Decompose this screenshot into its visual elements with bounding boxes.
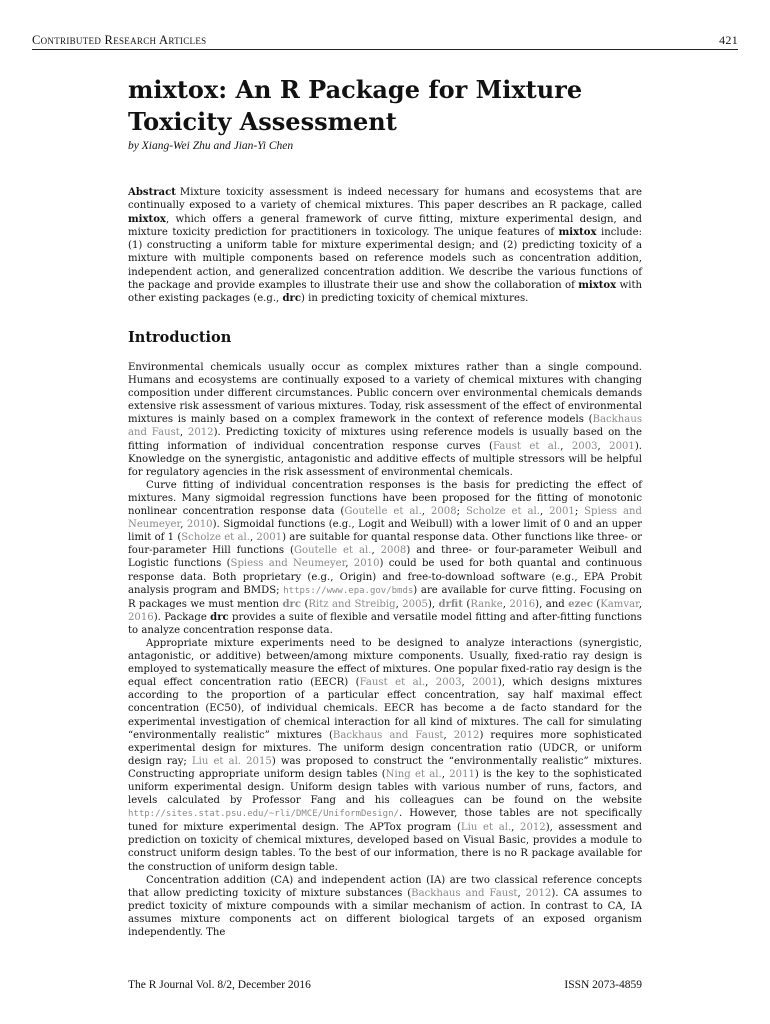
citation-link[interactable]: Spiess and Neumeyer <box>230 558 346 570</box>
abstract-label: Abstract <box>128 187 176 198</box>
citation-link[interactable]: 2005 <box>402 598 428 610</box>
page-number: 421 <box>719 33 738 47</box>
page-footer <box>128 979 642 995</box>
abstract-text: include: (1) constructing a uniform table for mixture experimental design; and (2) predicting toxicity of a mixture with multiple components based on reference models such as concentration addition, independent action, and generalized concentration addition. We describe the various functions of the package and provide examples to illustrate their use and show the collaboration of <box>128 226 642 292</box>
citation-link[interactable]: 2010 <box>186 519 213 531</box>
citation-link[interactable]: Ranke <box>470 598 503 610</box>
citation-link[interactable]: Ritz and Streibig <box>308 598 396 610</box>
citation-link[interactable]: Scholze et al. <box>465 506 540 518</box>
article-title: mixtox: An R Package for Mixture Toxicity Assessment <box>128 75 583 136</box>
package-name: mixtox <box>558 226 597 238</box>
citation-link[interactable]: 2003 <box>435 677 462 689</box>
citation-link[interactable]: Scholze et al. <box>181 532 250 544</box>
citation-link[interactable]: 2012 <box>187 427 214 439</box>
package-link[interactable]: drfit <box>438 598 463 610</box>
introduction-body <box>128 361 642 939</box>
citation-link[interactable]: 2016 <box>509 598 536 610</box>
abstract-text: Mixture toxicity assessment is indeed necessary for humans and ecosystems that are continually exposed to a variety of chemical mixtures. This paper describes an R package, called <box>128 187 642 212</box>
journal-info: The R Journal Vol. 8/2, December 2016 <box>128 979 311 991</box>
citation-link[interactable]: Faust et al. <box>492 440 561 452</box>
paragraph-3: Appropriate mixture experiments need to be designed to analyze interactions (synergistic, antagonistic, or additive) between/among mixture components. Usually, fixed-ratio ray design is employed to systematically measure the effect of mixtures. One popular fixed-ratio ray design is the equal effect concentration ratio (EECR) (Faust et al., 2003, 2001), which designs mixtures according to the proportion of a particular effect concentration, say half maximal effect concentration (EC50), of individual chemicals. EECR has become a de facto standard for the experimental investigation of chemical interaction for all kind of mixtures. The call for simulating “environmentally realistic” mixtures (Backhaus and Faust, 2012) requires more sophisticated experimental design for mixtures. The uniform design concentration ratio (UDCR, or uniform design ray; Liu et al. 2015) was proposed to construct the “environmentally realistic” mixtures. Constructing appropriate uniform design tables (Ning et al., 2011) is the key to the sophisticated uniform experimental design. Uniform design tables with various number of runs, factors, and levels calculated by Professor Fang and his colleagues can be found on the website http://sites.stat.psu.edu/~rli/DMCE/UniformDesign/. However, those tables are not specifically tuned for mixture experimental design. The APTox program (Liu et al., 2012), assessment and prediction on toxicity of chemical mixtures, developed based on Visual Basic, provides a module to construct uniform design tables. To the best of our information, there is no R package available for the construction of uniform design table. <box>128 637 643 873</box>
citation-link[interactable]: 2001 <box>256 532 283 544</box>
citation-link[interactable]: 2012 <box>525 887 552 899</box>
issn: ISSN 2073-4859 <box>564 979 642 991</box>
citation-link[interactable]: 2001 <box>609 440 635 452</box>
package-link[interactable]: ezec <box>568 598 593 610</box>
citation-link[interactable]: 2003 <box>571 440 598 452</box>
citation-link[interactable]: Spiess and Neumeyer <box>128 506 642 531</box>
citation-link[interactable]: 2011 <box>449 768 475 780</box>
citation-link[interactable]: Backhaus and Faust <box>411 887 518 899</box>
citation-link[interactable]: Backhaus and Faust <box>128 414 642 439</box>
paragraph-2: Curve fitting of individual concentration responses is the basis for predicting the effect of mixtures. Many sigmoidal regression functions have been proposed for the fitting of monotonic nonlinear concentration response data (Goutelle et al., 2008; Scholze et al., 2001; Spiess and Neumeyer, 2010). Sigmoidal functions (e.g., Logit and Weibull) with a lower limit of 0 and an upper limit of 1 (Scholze et al., 2001) are suitable for quantal response data. Other functions like three- or four-parameter Hill functions (Goutelle et al., 2008) and three- or four-parameter Weibull and Logistic functions (Spiess and Neumeyer, 2010) could be used for both quantal and continuous response data. Both proprietary (e.g., Origin) and free-to-download software (e.g., EPA Probit analysis program and BMDS; https://www.epa.gov/bmds) are available for curve fitting. Focusing on R packages we must mention drc (Ritz and Streibig, 2005), drfit (Ranke, 2016), and ezec (Kamvar, 2016). Package drc provides a suite of flexible and versatile model fitting and after-fitting functions to analyze concentration response data. <box>128 479 643 636</box>
citation-link[interactable]: 2001 <box>472 677 498 689</box>
citation-link[interactable]: 2010 <box>353 558 380 570</box>
citation-link[interactable]: Ning et al. <box>385 768 442 780</box>
citation-link[interactable]: Liu et al. <box>191 755 242 767</box>
url-link[interactable]: https://www.epa.gov/bmds <box>283 585 414 596</box>
citation-link[interactable]: Goutelle et al. <box>344 506 422 518</box>
package-link[interactable]: drc <box>282 598 302 610</box>
section-heading-introduction: Introduction <box>128 329 232 346</box>
citation-link[interactable]: Faust et al. <box>359 677 426 689</box>
citation-link[interactable]: 2012 <box>520 822 546 834</box>
section-label: Contributed Research Articles <box>32 33 207 47</box>
abstract-text: ) in predicting toxicity of chemical mixtures. <box>301 293 529 305</box>
abstract-text: , which offers a general framework of curve fitting, mixture experimental design, and mixture toxicity prediction for practitioners in toxicology. The unique features of <box>128 213 642 238</box>
citation-link[interactable]: 2008 <box>430 506 457 518</box>
citation-link[interactable]: 2016 <box>128 611 154 623</box>
package-name: mixtox <box>578 280 617 292</box>
citation-link[interactable]: 2012 <box>453 729 480 741</box>
citation-link[interactable]: 2001 <box>549 506 575 518</box>
package-name: drc <box>210 611 229 623</box>
citation-link[interactable]: Liu et al. <box>460 822 512 834</box>
running-head <box>32 33 738 49</box>
package-name: drc <box>282 293 301 305</box>
url-link[interactable]: http://sites.stat.psu.edu/~rli/DMCE/UniformDesign/ <box>128 809 399 820</box>
citation-link[interactable]: Backhaus and Faust <box>332 729 444 741</box>
byline: by Xiang-Wei Zhu and Jian-Yi Chen <box>128 140 294 152</box>
citation-link[interactable]: 2008 <box>380 545 407 557</box>
abstract-text: with other existing packages (e.g., <box>128 280 642 305</box>
paragraph-4: Concentration addition (CA) and independent action (IA) are two classical reference concepts that allow predicting toxicity of mixture substances (Backhaus and Faust, 2012). CA assumes to predict toxicity of mixture compounds with a similar mechanism of action. In contrast to CA, IA assumes mixture components act on different biological targets of an exposed organism independently. The <box>128 874 642 939</box>
citation-link[interactable]: 2015 <box>246 755 272 767</box>
citation-link[interactable]: Kamvar <box>600 598 639 610</box>
package-name: mixtox <box>128 213 166 225</box>
abstract <box>128 186 642 306</box>
citation-link[interactable]: Goutelle et al. <box>293 545 372 557</box>
header-rule <box>32 49 738 50</box>
paragraph-1: Environmental chemicals usually occur as complex mixtures rather than a single compound. Humans and ecosystems are continually exposed to a variety of chemical mixtures with changing composition under different circumstances. Public concern over environmental chemicals demands extensive risk assessment of various mixtures. Today, risk assessment of the effect of environmental mixtures is mainly based on a complex framework in the context of reference models (Backhaus and Faust, 2012). Predicting toxicity of mixtures using reference models is usually based on the fitting information of individual concentration response curves (Faust et al., 2003, 2001). Knowledge on the synergistic, antagonistic and additive effects of multiple stressors will be helpful for regulatory agencies in the risk assessment of environmental chemicals. <box>128 362 642 478</box>
